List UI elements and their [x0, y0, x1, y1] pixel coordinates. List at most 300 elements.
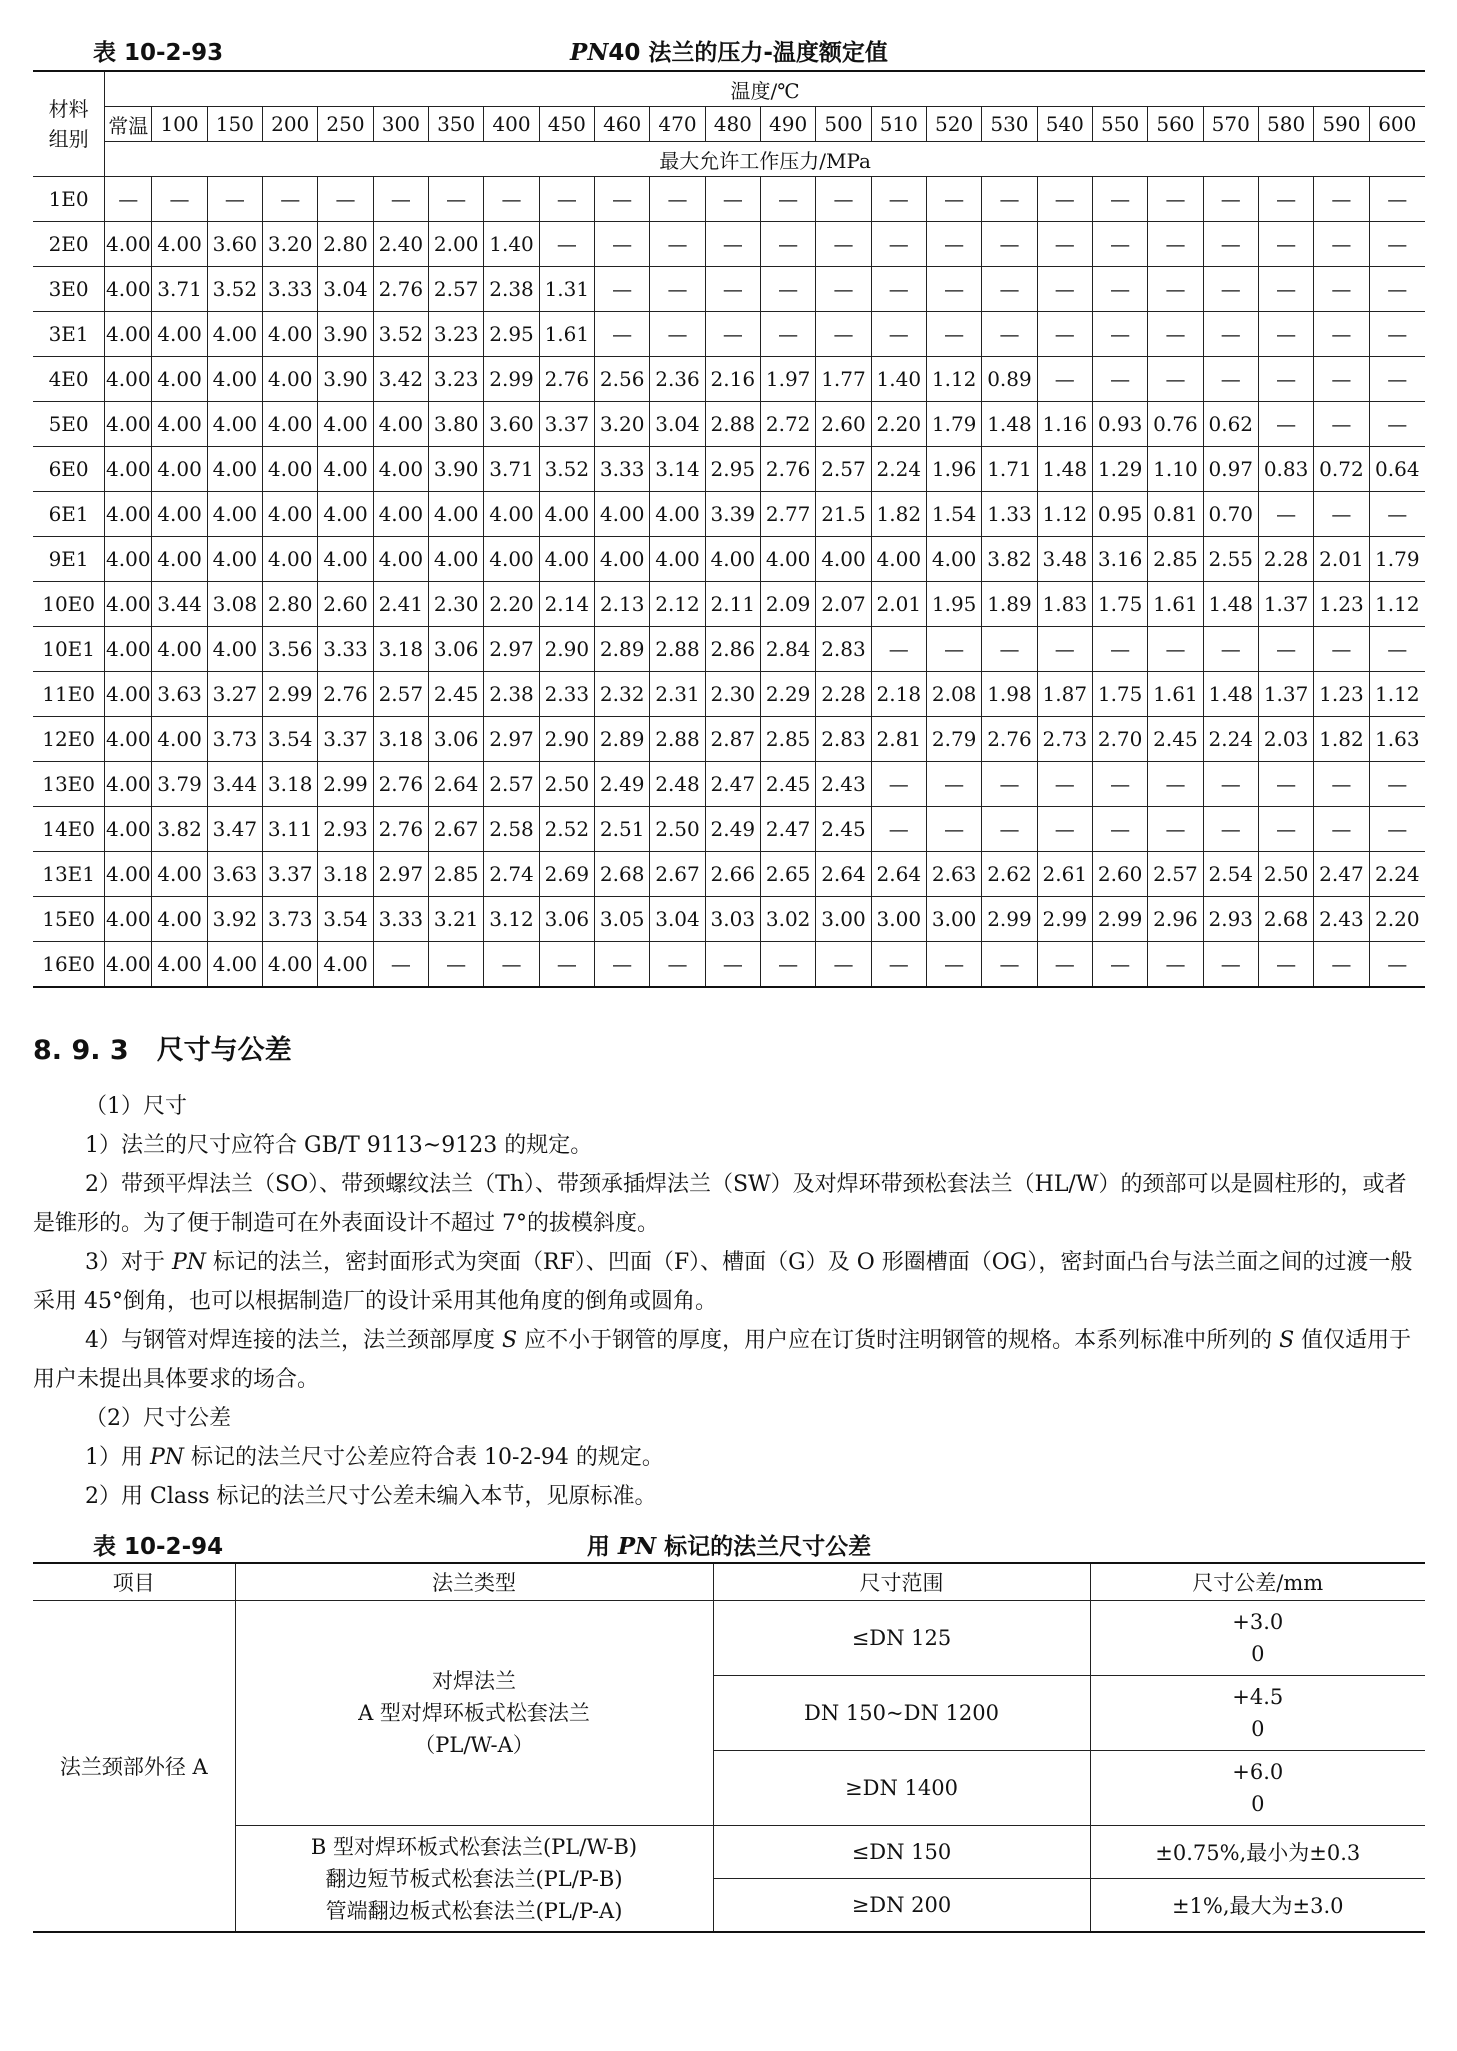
pressure-cell: 4.00: [318, 402, 373, 447]
pressure-cell: 2.84: [760, 627, 815, 672]
pressure-cell: —: [429, 177, 484, 222]
pressure-cell: 3.71: [484, 447, 539, 492]
tolerance-cell: ±1%,最大为±3.0: [1090, 1879, 1425, 1933]
pressure-cell: 2.76: [373, 267, 428, 312]
pressure-cell: 1.71: [982, 447, 1037, 492]
pressure-cell: 3.21: [429, 897, 484, 942]
pressure-cell: 3.23: [429, 357, 484, 402]
pressure-cell: —: [650, 267, 705, 312]
pressure-cell: 2.45: [760, 762, 815, 807]
pressure-cell: 2.45: [1148, 717, 1203, 762]
pressure-cell: —: [982, 942, 1037, 988]
tolerance-table: [33, 1562, 1425, 1933]
pressure-cell: —: [705, 942, 760, 988]
pressure-cell: —: [1148, 942, 1203, 988]
pressure-cell: 3.63: [207, 852, 262, 897]
pressure-cell: —: [982, 177, 1037, 222]
pressure-cell: 21.5: [816, 492, 871, 537]
pressure-cell: —: [871, 312, 926, 357]
pressure-cell: 2.18: [871, 672, 926, 717]
pressure-cell: 2.76: [373, 762, 428, 807]
pressure-cell: 3.60: [207, 222, 262, 267]
pressure-cell: —: [1314, 627, 1369, 672]
pressure-cell: 2.31: [650, 672, 705, 717]
pressure-cell: 2.70: [1092, 717, 1147, 762]
pressure-cell: 3.37: [318, 717, 373, 762]
pressure-cell: 2.63: [926, 852, 981, 897]
pressure-cell: —: [705, 177, 760, 222]
temperature-cell: 550: [1092, 107, 1147, 142]
pressure-cell: —: [1203, 627, 1258, 672]
pressure-cell: —: [1092, 312, 1147, 357]
header-row: [33, 71, 1425, 107]
tolerance-cell: +3.0 0: [1090, 1601, 1425, 1676]
pressure-cell: —: [539, 222, 594, 267]
material-group-cell: 12E0: [33, 717, 105, 762]
pressure-cell: 1.89: [982, 582, 1037, 627]
pressure-cell: 2.51: [595, 807, 650, 852]
pressure-cell: —: [1258, 942, 1313, 988]
pressure-cell: 1.12: [1369, 672, 1425, 717]
pressure-cell: 2.57: [484, 762, 539, 807]
pressure-cell: —: [1258, 762, 1313, 807]
pressure-cell: —: [871, 807, 926, 852]
pressure-cell: 1.79: [926, 402, 981, 447]
pressure-cell: 4.00: [152, 897, 207, 942]
pressure-cell: 4.00: [105, 627, 152, 672]
pressure-cell: —: [1369, 177, 1425, 222]
pressure-cell: —: [1258, 267, 1313, 312]
pressure-cell: 4.00: [105, 222, 152, 267]
pressure-cell: 4.00: [105, 897, 152, 942]
temperature-cell: 460: [595, 107, 650, 142]
material-group-cell: 4E0: [33, 357, 105, 402]
pressure-cell: —: [926, 222, 981, 267]
pressure-cell: 2.67: [650, 852, 705, 897]
pressure-cell: 2.24: [1203, 717, 1258, 762]
pressure-cell: 3.56: [263, 627, 318, 672]
pressure-cell: 2.97: [373, 852, 428, 897]
pressure-cell: 3.18: [373, 627, 428, 672]
pressure-cell: 4.00: [207, 447, 262, 492]
pressure-cell: —: [1148, 357, 1203, 402]
temperature-row: [33, 107, 1425, 142]
pressure-cell: 2.57: [373, 672, 428, 717]
pressure-cell: 2.80: [318, 222, 373, 267]
temperature-cell: 400: [484, 107, 539, 142]
pressure-cell: —: [1203, 762, 1258, 807]
pressure-cell: —: [1258, 402, 1313, 447]
pressure-cell: 2.01: [1314, 537, 1369, 582]
table-row: [33, 807, 1425, 852]
pressure-cell: 4.00: [263, 942, 318, 988]
temperature-cell: 560: [1148, 107, 1203, 142]
temperature-cell: 590: [1314, 107, 1369, 142]
pressure-cell: —: [318, 177, 373, 222]
pressure-cell: 2.88: [705, 402, 760, 447]
pressure-cell: 2.50: [539, 762, 594, 807]
pressure-cell: 2.88: [650, 627, 705, 672]
pressure-cell: 3.82: [982, 537, 1037, 582]
pressure-cell: 4.00: [373, 447, 428, 492]
pressure-cell: 2.60: [1092, 852, 1147, 897]
pressure-cell: 4.00: [105, 267, 152, 312]
pressure-cell: 4.00: [263, 312, 318, 357]
pressure-cell: 3.37: [263, 852, 318, 897]
material-group-cell: 5E0: [33, 402, 105, 447]
table-row: [33, 402, 1425, 447]
pressure-cell: 1.75: [1092, 672, 1147, 717]
pressure-cell: —: [1314, 807, 1369, 852]
temperature-cell: 570: [1203, 107, 1258, 142]
paragraph: （2）尺寸公差: [85, 1406, 231, 1431]
pressure-cell: 3.42: [373, 357, 428, 402]
pressure-cell: 4.00: [263, 447, 318, 492]
pressure-cell: 1.97: [760, 357, 815, 402]
table-row: [33, 177, 1425, 222]
table-row: [33, 762, 1425, 807]
pressure-cell: —: [595, 222, 650, 267]
temperature-cell: 常温: [105, 107, 152, 142]
pressure-cell: —: [1203, 177, 1258, 222]
pressure-cell: 2.32: [595, 672, 650, 717]
pressure-cell: 2.93: [318, 807, 373, 852]
pressure-cell: 4.00: [650, 492, 705, 537]
pressure-cell: —: [1037, 762, 1092, 807]
material-group-cell: 16E0: [33, 942, 105, 988]
pressure-cell: 3.00: [816, 897, 871, 942]
pressure-cell: 2.76: [760, 447, 815, 492]
pressure-cell: —: [1314, 762, 1369, 807]
pressure-cell: —: [760, 222, 815, 267]
pressure-cell: 1.12: [1369, 582, 1425, 627]
pressure-cell: 2.03: [1258, 717, 1313, 762]
pressure-cell: —: [816, 222, 871, 267]
pressure-cell: —: [373, 942, 428, 988]
pressure-cell: —: [1148, 312, 1203, 357]
pressure-cell: 3.54: [263, 717, 318, 762]
pressure-cell: 2.08: [926, 672, 981, 717]
pressure-cell: 1.12: [926, 357, 981, 402]
pressure-cell: 4.00: [373, 402, 428, 447]
material-group-header: [33, 71, 105, 177]
material-group-cell: 3E0: [33, 267, 105, 312]
pressure-cell: 2.83: [816, 627, 871, 672]
pressure-cell: 4.00: [105, 852, 152, 897]
pressure-cell: —: [1258, 627, 1313, 672]
pressure-cell: 2.99: [982, 897, 1037, 942]
pressure-cell: 2.57: [429, 267, 484, 312]
table-94-caption: [33, 1520, 1425, 1562]
pressure-cell: 2.90: [539, 717, 594, 762]
pressure-cell: 4.00: [207, 357, 262, 402]
pressure-cell: —: [1037, 942, 1092, 988]
header-cell: 法兰类型: [235, 1563, 713, 1601]
pressure-cell: 4.00: [539, 492, 594, 537]
pressure-cell: 4.00: [152, 492, 207, 537]
pressure-cell: —: [1092, 627, 1147, 672]
pressure-cell: —: [1092, 942, 1147, 988]
pressure-cell: —: [484, 177, 539, 222]
pressure-cell: 1.16: [1037, 402, 1092, 447]
table-93-title: [33, 34, 1425, 67]
pressure-cell: 4.00: [152, 537, 207, 582]
pressure-cell: —: [1037, 807, 1092, 852]
pressure-cell: 2.67: [429, 807, 484, 852]
pressure-cell: 2.76: [318, 672, 373, 717]
pressure-cell: —: [152, 177, 207, 222]
pressure-cell: —: [705, 222, 760, 267]
pressure-cell: 2.90: [539, 627, 594, 672]
pressure-cell: —: [982, 807, 1037, 852]
pressure-cell: —: [1092, 267, 1147, 312]
pressure-cell: —: [1369, 312, 1425, 357]
pressure-cell: 4.00: [650, 537, 705, 582]
pressure-cell: 3.60: [484, 402, 539, 447]
material-group-cell: 10E0: [33, 582, 105, 627]
pressure-cell: 1.95: [926, 582, 981, 627]
pressure-cell: —: [760, 942, 815, 988]
material-group-cell: 1E0: [33, 177, 105, 222]
pressure-cell: 0.95: [1092, 492, 1147, 537]
section-number: 8. 9. 3: [33, 1035, 129, 1066]
pressure-cell: —: [816, 312, 871, 357]
pressure-cell: 4.00: [152, 627, 207, 672]
pressure-cell: 3.00: [926, 897, 981, 942]
pressure-cell: —: [1203, 807, 1258, 852]
pressure-cell: 4.00: [263, 402, 318, 447]
paragraph: 2）用 Class 标记的法兰尺寸公差未编入本节，见原标准。: [85, 1484, 657, 1509]
pressure-cell: 2.48: [650, 762, 705, 807]
pressure-cell: 4.00: [105, 942, 152, 988]
temperature-cell: 150: [207, 107, 262, 142]
temperature-cell: 300: [373, 107, 428, 142]
pressure-cell: —: [1037, 627, 1092, 672]
temperature-header: 温度/℃: [105, 71, 1425, 107]
pressure-cell: —: [1203, 942, 1258, 988]
pressure-cell: —: [871, 222, 926, 267]
pressure-cell: —: [650, 177, 705, 222]
pressure-cell: 1.33: [982, 492, 1037, 537]
table-row: [33, 717, 1425, 762]
pressure-cell: 3.06: [539, 897, 594, 942]
pressure-cell: 0.72: [1314, 447, 1369, 492]
pressure-cell: —: [1203, 312, 1258, 357]
pressure-cell: —: [982, 267, 1037, 312]
pressure-cell: —: [1092, 762, 1147, 807]
pressure-cell: 2.47: [760, 807, 815, 852]
material-group-header-line: 组别: [48, 127, 89, 151]
pressure-cell: —: [760, 267, 815, 312]
pressure-cell: 2.41: [373, 582, 428, 627]
pressure-cell: —: [871, 267, 926, 312]
pressure-cell: 1.79: [1369, 537, 1425, 582]
pressure-cell: —: [1037, 177, 1092, 222]
pressure-cell: 2.12: [650, 582, 705, 627]
pressure-cell: 2.01: [871, 582, 926, 627]
temperature-cell: 200: [263, 107, 318, 142]
pressure-cell: 3.04: [318, 267, 373, 312]
pressure-cell: 3.06: [429, 717, 484, 762]
pressure-cell: 4.00: [318, 492, 373, 537]
pressure-cell: 1.77: [816, 357, 871, 402]
pressure-cell: —: [926, 942, 981, 988]
pressure-cell: 2.11: [705, 582, 760, 627]
pressure-cell: 4.00: [760, 537, 815, 582]
pressure-cell: 2.14: [539, 582, 594, 627]
temperature-cell: 470: [650, 107, 705, 142]
pressure-cell: 3.79: [152, 762, 207, 807]
pressure-cell: 4.00: [318, 942, 373, 988]
pressure-cell: 3.27: [207, 672, 262, 717]
material-group-cell: 13E0: [33, 762, 105, 807]
pressure-cell: 2.20: [1369, 897, 1425, 942]
pressure-cell: 2.20: [484, 582, 539, 627]
pressure-cell: 3.47: [207, 807, 262, 852]
pressure-cell: 2.49: [705, 807, 760, 852]
pressure-cell: —: [539, 942, 594, 988]
pressure-cell: 2.85: [1148, 537, 1203, 582]
section-heading: [33, 1028, 1425, 1067]
pressure-cell: 4.00: [207, 312, 262, 357]
temperature-cell: 520: [926, 107, 981, 142]
pressure-cell: 4.00: [152, 222, 207, 267]
pressure-cell: 2.81: [871, 717, 926, 762]
section-title: 尺寸与公差: [156, 1035, 292, 1066]
pressure-cell: —: [760, 177, 815, 222]
pressure-cell: —: [1314, 312, 1369, 357]
pressure-cell: 0.64: [1369, 447, 1425, 492]
pressure-cell: —: [1369, 402, 1425, 447]
range-cell: ≥DN 1400: [713, 1751, 1090, 1826]
pressure-cell: 4.00: [105, 537, 152, 582]
pressure-cell: 2.99: [318, 762, 373, 807]
temperature-cell: 100: [152, 107, 207, 142]
pressure-cell: 3.80: [429, 402, 484, 447]
pressure-cell: —: [816, 177, 871, 222]
pressure-cell: 1.40: [484, 222, 539, 267]
pressure-header: 最大允许工作压力/MPa: [105, 142, 1425, 177]
pressure-cell: 2.13: [595, 582, 650, 627]
pressure-cell: 1.98: [982, 672, 1037, 717]
pressure-cell: 4.00: [705, 537, 760, 582]
table-94-title: 用 PN 标记的法兰尺寸公差: [586, 1533, 872, 1560]
pressure-cell: 4.00: [373, 537, 428, 582]
pressure-cell: —: [1314, 357, 1369, 402]
pressure-cell: 3.00: [871, 897, 926, 942]
pressure-cell: 4.00: [152, 312, 207, 357]
pressure-cell: 3.39: [705, 492, 760, 537]
pressure-cell: 1.37: [1258, 582, 1313, 627]
pressure-cell: 2.16: [705, 357, 760, 402]
table-row: [33, 222, 1425, 267]
pressure-cell: 2.64: [429, 762, 484, 807]
pressure-cell: —: [705, 267, 760, 312]
pressure-cell: 3.37: [539, 402, 594, 447]
pressure-cell: 4.00: [152, 852, 207, 897]
temperature-cell: 480: [705, 107, 760, 142]
pressure-cell: 2.56: [595, 357, 650, 402]
pressure-cell: 3.23: [429, 312, 484, 357]
pressure-cell: 2.76: [982, 717, 1037, 762]
pressure-cell: —: [1037, 312, 1092, 357]
pressure-cell: 4.00: [263, 492, 318, 537]
pressure-cell: —: [926, 267, 981, 312]
pressure-cell: 2.65: [760, 852, 815, 897]
material-group-header-line: 材料: [48, 97, 89, 121]
item-cell: 法兰颈部外径 A: [33, 1601, 235, 1933]
pressure-cell: —: [1148, 222, 1203, 267]
pressure-cell: 4.00: [152, 357, 207, 402]
table-row: [33, 582, 1425, 627]
paragraph: 4）与钢管对焊连接的法兰，法兰颈部厚度 S 应不小于钢管的厚度，用户应在订货时注明钢管的规格。本系列标准中所列的 S 值仅适用于用户未提出具体要求的场合。: [33, 1328, 1412, 1392]
pressure-cell: 4.00: [207, 492, 262, 537]
material-group-cell: 3E1: [33, 312, 105, 357]
pressure-cell: 2.57: [1148, 852, 1203, 897]
temperature-cell: 250: [318, 107, 373, 142]
pressure-cell: 1.40: [871, 357, 926, 402]
pressure-cell: —: [1148, 807, 1203, 852]
pressure-cell: —: [595, 177, 650, 222]
pressure-cell: 2.73: [1037, 717, 1092, 762]
pressure-cell: —: [595, 312, 650, 357]
pressure-cell: 3.14: [650, 447, 705, 492]
pressure-header-row: [33, 142, 1425, 177]
pressure-cell: 3.20: [263, 222, 318, 267]
pressure-cell: —: [871, 762, 926, 807]
page: [33, 26, 1425, 1933]
pressure-cell: —: [926, 627, 981, 672]
pressure-cell: 2.55: [1203, 537, 1258, 582]
pressure-cell: 4.00: [595, 537, 650, 582]
pressure-cell: 4.00: [105, 447, 152, 492]
pressure-cell: 2.38: [484, 672, 539, 717]
pressure-cell: —: [1092, 222, 1147, 267]
pressure-cell: 2.99: [484, 357, 539, 402]
pressure-cell: 2.88: [650, 717, 705, 762]
pressure-cell: 0.83: [1258, 447, 1313, 492]
range-cell: ≥DN 200: [713, 1879, 1090, 1933]
pressure-cell: 2.52: [539, 807, 594, 852]
pressure-cell: 4.00: [152, 717, 207, 762]
temperature-cell: 600: [1369, 107, 1425, 142]
pressure-cell: 2.64: [816, 852, 871, 897]
pressure-cell: 1.23: [1314, 582, 1369, 627]
pressure-cell: 2.43: [1314, 897, 1369, 942]
pressure-cell: —: [595, 267, 650, 312]
pressure-cell: 1.82: [871, 492, 926, 537]
pressure-cell: —: [926, 807, 981, 852]
pressure-cell: 2.83: [816, 717, 871, 762]
pressure-cell: 3.44: [152, 582, 207, 627]
pressure-cell: —: [207, 177, 262, 222]
pressure-cell: 2.07: [816, 582, 871, 627]
pressure-cell: 3.90: [318, 357, 373, 402]
pressure-cell: —: [1148, 267, 1203, 312]
temperature-cell: 580: [1258, 107, 1313, 142]
table-93-title-rest: 40 法兰的压力-温度额定值: [608, 40, 888, 66]
pressure-cell: 4.00: [207, 402, 262, 447]
pressure-cell: 2.43: [816, 762, 871, 807]
pressure-cell: —: [1369, 492, 1425, 537]
pressure-cell: 2.85: [760, 717, 815, 762]
pressure-cell: —: [1314, 942, 1369, 988]
pressure-cell: 3.92: [207, 897, 262, 942]
pressure-cell: 2.77: [760, 492, 815, 537]
pressure-cell: —: [650, 312, 705, 357]
pressure-cell: —: [1258, 357, 1313, 402]
pressure-cell: 4.00: [207, 537, 262, 582]
